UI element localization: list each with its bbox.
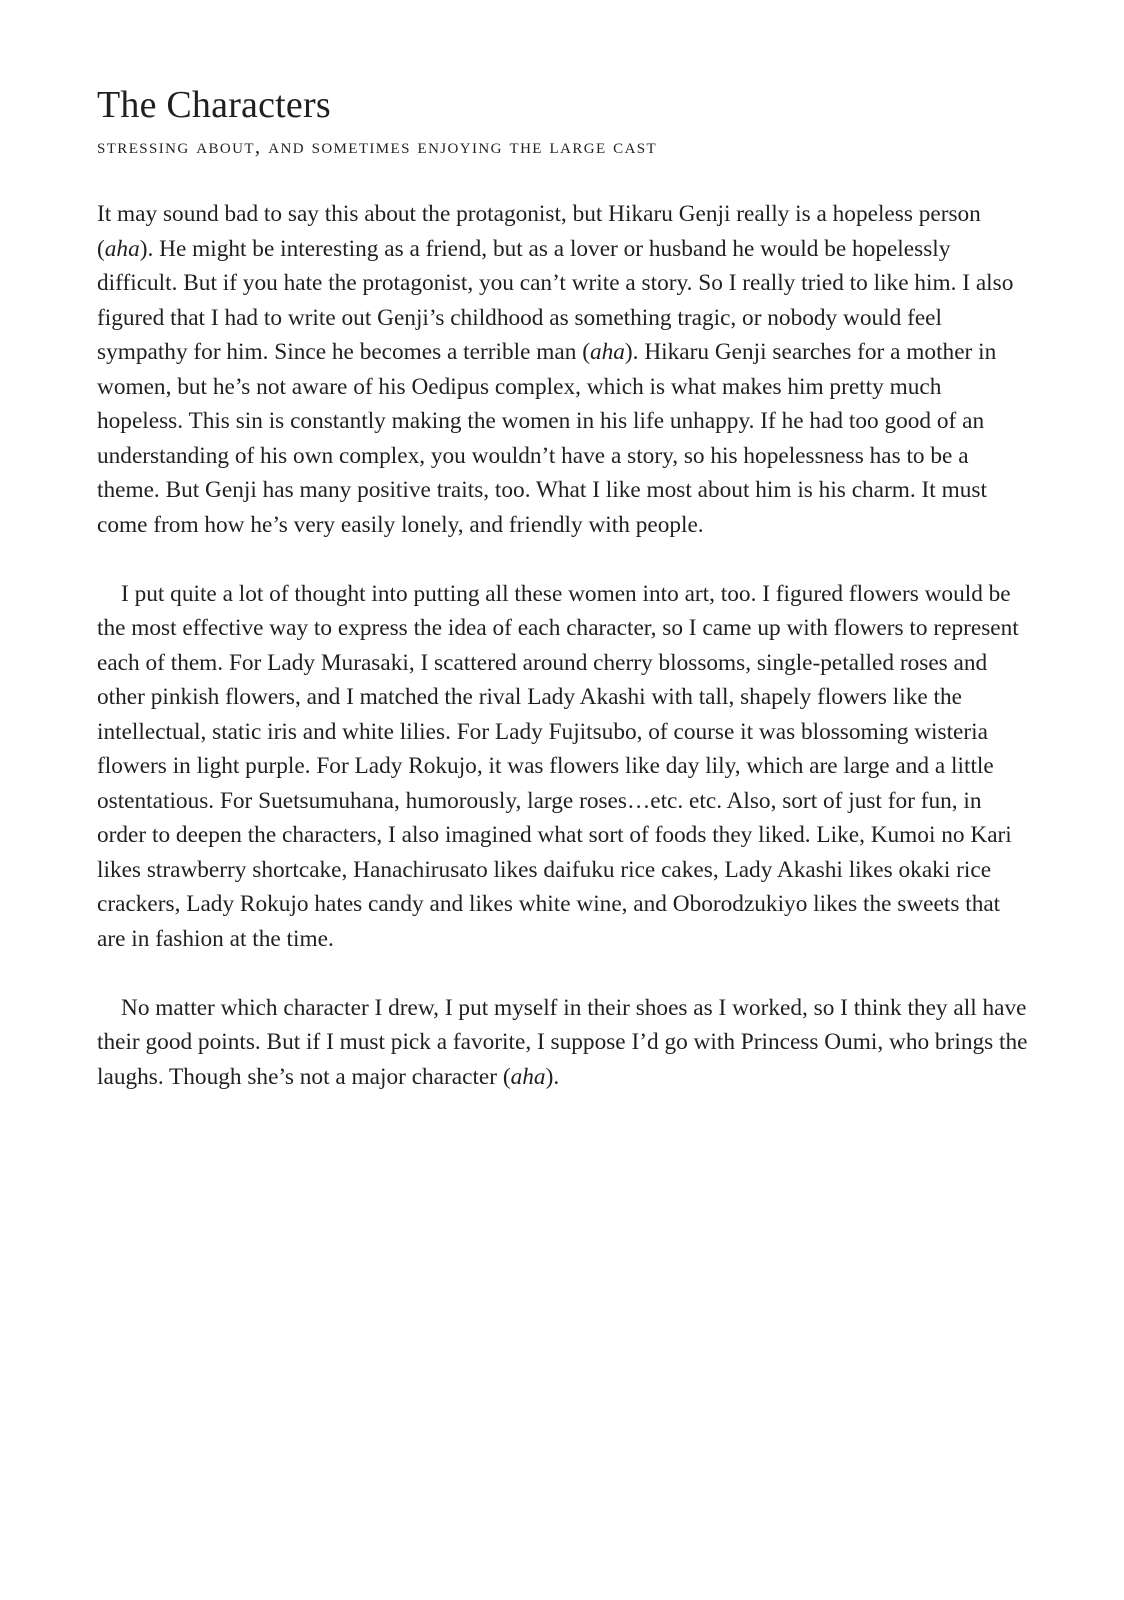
- paragraph-1-aha-1: aha: [104, 235, 140, 262]
- page-title: The Characters: [97, 84, 331, 126]
- article-body: [97, 197, 1032, 1094]
- paragraph-3: [97, 991, 1032, 1095]
- paragraph-2-text-1: I put quite a lot of thought into putting all these women into art, too. I figured flowers would be the most effective way to express the idea of each character, so I came up with flowers to represent each of them. For Lady Murasaki, I scattered around cherry blossoms, single-petalled roses and other pinkish flowers, and I matched the rival Lady Akashi with tall, shapely flowers like the intellectual, static iris and white lilies. For Lady Fujitsubo, of course it was blossoming wisteria flowers in light purple. For Lady Rokujo, it was flowers like day lily, which are large and a little ostentatious. For Suetsumuhana, humorously, large roses…etc. etc. Also, sort of just for fun, in order to deepen the characters, I also imagined what sort of foods they liked. Like, Kumoi no Kari likes strawberry shortcake, Hanachirusato likes daifuku rice cakes, Lady Akashi likes okaki rice crackers, Lady Rokujo hates candy and likes white wine, and Oborodzukiyo likes the sweets that are in fashion at the time.: [97, 580, 1019, 952]
- paragraph-3-text-1: No matter which character I drew, I put myself in their shoes as I worked, so I think they all have their good points. But if I must pick a favorite, I suppose I’d go with Princess Oumi, who brings the laughs. Though she’s not a major character (: [97, 994, 1028, 1090]
- paragraph-1-text-3: ). Hikaru Genji searches for a mother in women, but he’s not aware of his Oedipus complex, which is what makes him pretty much hopeless. This sin is constantly making the women in his life unhappy. If he had too good of an understanding of his own complex, you wouldn’t have a story, so his hopelessness has to be a theme. But Genji has many positive traits, too. What I like most about him is his charm. It must come from how he’s very easily lonely, and friendly with people.: [97, 339, 997, 538]
- paragraph-3-text-2: ).: [545, 1063, 560, 1090]
- paragraph-1-text-1: It may sound bad to say this about the protagonist, but Hikaru Genji really is a hopeless person (: [97, 201, 981, 262]
- paragraph-2: [97, 577, 1032, 957]
- page-subtitle: stressing about, and sometimes enjoying the large cast: [97, 134, 658, 158]
- document-page: [97, 83, 1032, 1094]
- paragraph-1: [97, 197, 1032, 542]
- paragraph-1-text-2: ). He might be interesting as a friend, but as a lover or husband he would be hopelessly difficult. But if you hate the protagonist, you can’t write a story. So I really tried to like him. I also figured that I had to write out Genji’s childhood as something tragic, or nobody would feel sympathy for him. Since he becomes a terrible man (: [97, 235, 1014, 365]
- paragraph-3-aha-1: aha: [510, 1063, 546, 1090]
- paragraph-1-aha-2: aha: [589, 339, 625, 365]
